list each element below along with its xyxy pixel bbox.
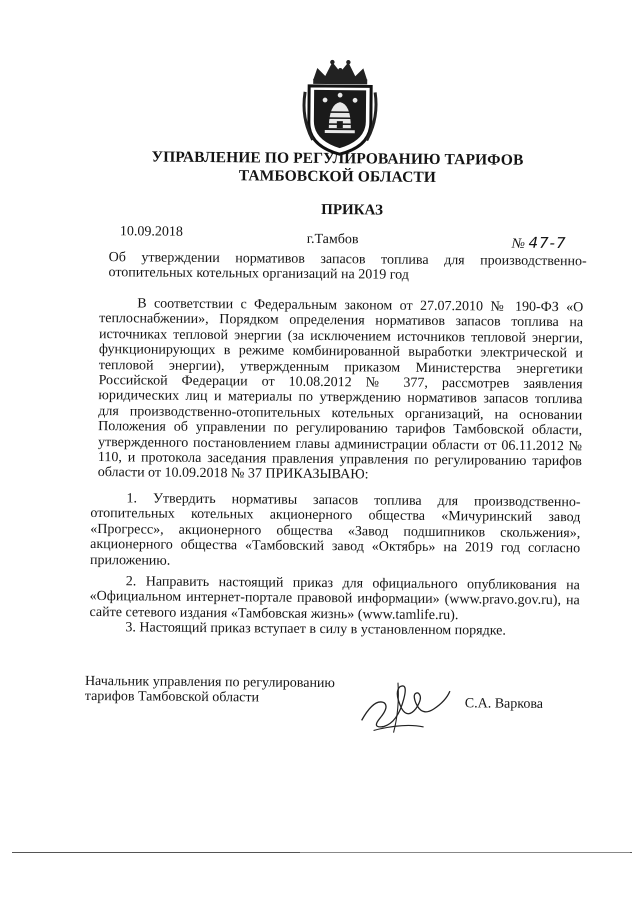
signer-name: С.А. Варкова (464, 696, 544, 712)
order-item-2: 2. Направить настоящий приказ для официального опубликования на «Официальном интернет-портале правовой информации» (www.pravo.gov.ru), на сайте сетевого издания «Тамбовская жизнь» (www.tamlife.ru). (89, 574, 580, 624)
org-title-line1: УПРАВЛЕНИЕ ПО РЕГУЛИРОВАНИЮ ТАРИФОВ (151, 148, 524, 169)
order-number (512, 234, 567, 253)
number-prefix: № (511, 236, 526, 252)
order-date: 10.09.2018 (119, 224, 183, 240)
signer-position-line1: Начальник управления по регулированию (84, 673, 335, 692)
doc-type: ПРИКАЗ (321, 202, 384, 219)
number-handwritten: 47-7 (528, 233, 567, 253)
order-item-1: 1. Утвердить нормативы запасов топлива для производственно-отопительных котельных акционерного общества «Мичуринский завод «Прогресс», акционерного общества «Завод подшипников скольжения», акционерного общества «Тамбовский завод «Октябрь» на 2019 год согласно приложению. (89, 491, 581, 569)
subject-line1: Об утверждении нормативов запасов топлива для производственно- (108, 250, 587, 270)
org-title (92, 148, 582, 188)
preamble-paragraph: В соответствии с Федеральным законом от 27.07.2010 № 190-ФЗ «О теплоснабжении», Порядком определения нормативов запасов топлива на источниках тепловой энергии (за исключением источников тепловой энергии, функционирующих в режиме комбинированной выработки электрической и тепловой энергии), утвержденным приказом Министерства энергетики Российской Федерации от 10.08.2012 № 377, рассмотрев заявления юридических лиц и материалы по утверждению нормативов запасов топлива для производственно-отопительных котельных организаций, на основании Положения об управлении по регулированию тарифов Тамбовской области, утвержденного постановлением главы администрации области от 06.11.2012 № 110, и протокола заседания правления управления по регулированию тарифов области от 10.09.2018 № 37 ПРИКАЗЫВАЮ: (97, 296, 584, 483)
order-subject (108, 250, 586, 284)
order-item-3: 3. Настоящий приказ вступает в силу в установленном порядке. (125, 620, 506, 639)
signer-position-line2: тарифов Тамбовской области (84, 688, 260, 706)
order-city: г.Тамбов (306, 231, 359, 248)
bottom-divider-2 (300, 852, 630, 853)
order-items (89, 491, 580, 640)
subject-line2: отопительных котельных организаций на 2019 год (108, 265, 409, 283)
org-title-line2: ТАМБОВСКОЙ ОБЛАСТИ (238, 167, 437, 187)
signer-position (85, 674, 365, 706)
tambov-coat-of-arms-icon (299, 58, 382, 157)
handwritten-signature (353, 668, 464, 739)
preamble (98, 296, 584, 485)
